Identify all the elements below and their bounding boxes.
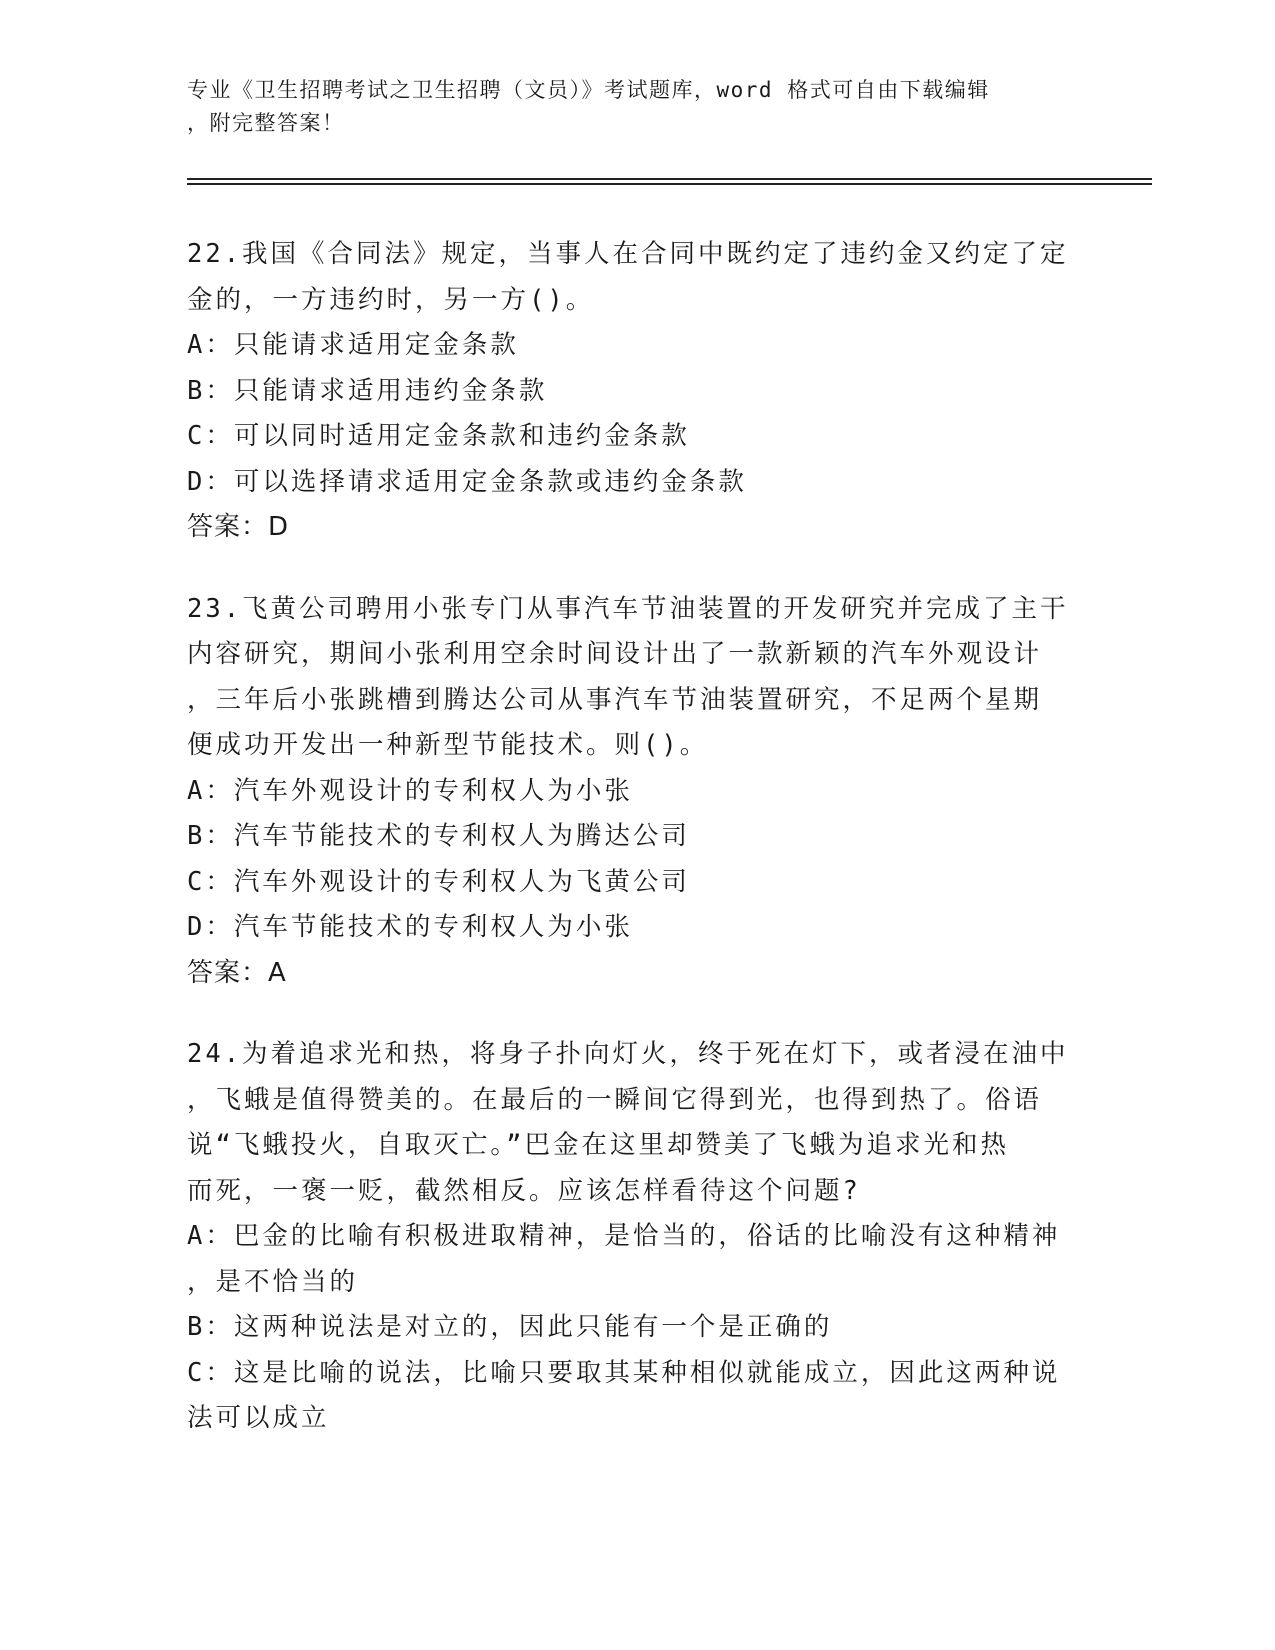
question-stem-line: ，三年后小张跳槽到腾达公司从事汽车节油装置研究，不足两个星期: [187, 684, 1043, 715]
document-header: [187, 74, 1067, 140]
option-a: A：汽车外观设计的专利权人为小张: [187, 775, 633, 806]
question-stem-line: 便成功开发出一种新型节能技术。则()。: [187, 730, 709, 760]
option-d: D：汽车节能技术的专利权人为小张: [187, 912, 633, 942]
option-b: B：汽车节能技术的专利权人为腾达公司: [187, 821, 690, 851]
answer-label: 答案：A: [187, 957, 287, 988]
question-stem-line: 24.为着追求光和热，将身子扑向灯火，终于死在灯下，或者浸在油中: [187, 1039, 1069, 1069]
option-a: A：只能请求适用定金条款: [187, 330, 519, 360]
option-b: B：这两种说法是对立的，因此只能有一个是正确的: [187, 1312, 833, 1342]
question-stem-line: 金的，一方违约时，另一方()。: [187, 284, 595, 315]
option-b: B：只能请求适用违约金条款: [187, 375, 548, 406]
answer-label: 答案：D: [187, 512, 290, 542]
option-d: D：可以选择请求适用定金条款或违约金条款: [187, 466, 747, 497]
option-c: C：这是比喻的说法，比喻只要取其某种相似就能成立，因此这两种说: [187, 1357, 1061, 1388]
question-stem-line: ，飞蛾是值得赞美的。在最后的一瞬间它得到光，也得到热了。俗语: [187, 1084, 1043, 1115]
option-c-continued: 法可以成立: [187, 1403, 330, 1433]
question-stem-line: 说“飞蛾投火，自取灭亡。”巴金在这里却赞美了飞蛾为追求光和热: [187, 1130, 1009, 1160]
question-23: [187, 587, 1087, 997]
header-divider-top: [187, 178, 1152, 180]
question-stem-line: 而死，一褒一贬，截然相反。应该怎样看待这个问题?: [187, 1175, 861, 1206]
question-stem-line: 23.飞黄公司聘用小张专门从事汽车节油装置的开发研究并完成了主干: [187, 593, 1069, 624]
question-stem-line: 内容研究，期间小张利用空余时间设计出了一款新颖的汽车外观设计: [187, 639, 1043, 669]
option-a: A：巴金的比喻有积极进取精神，是恰当的，俗话的比喻没有这种精神: [187, 1221, 1061, 1251]
header-line-2: ，附完整答案！: [187, 111, 345, 135]
option-a-continued: ，是不恰当的: [187, 1266, 359, 1297]
question-22: [187, 232, 1087, 551]
question-stem-line: 22.我国《合同法》规定，当事人在合同中既约定了违约金又约定了定: [187, 239, 1069, 269]
question-list: [187, 232, 1087, 1478]
option-c: C：汽车外观设计的专利权人为飞黄公司: [187, 866, 690, 897]
option-c: C：可以同时适用定金条款和违约金条款: [187, 421, 690, 451]
header-line-1: 专业《卫生招聘考试之卫生招聘（文员）》考试题库，word 格式可自由下载编辑: [187, 78, 990, 102]
question-24: [187, 1032, 1087, 1442]
header-divider-bottom: [187, 183, 1152, 185]
